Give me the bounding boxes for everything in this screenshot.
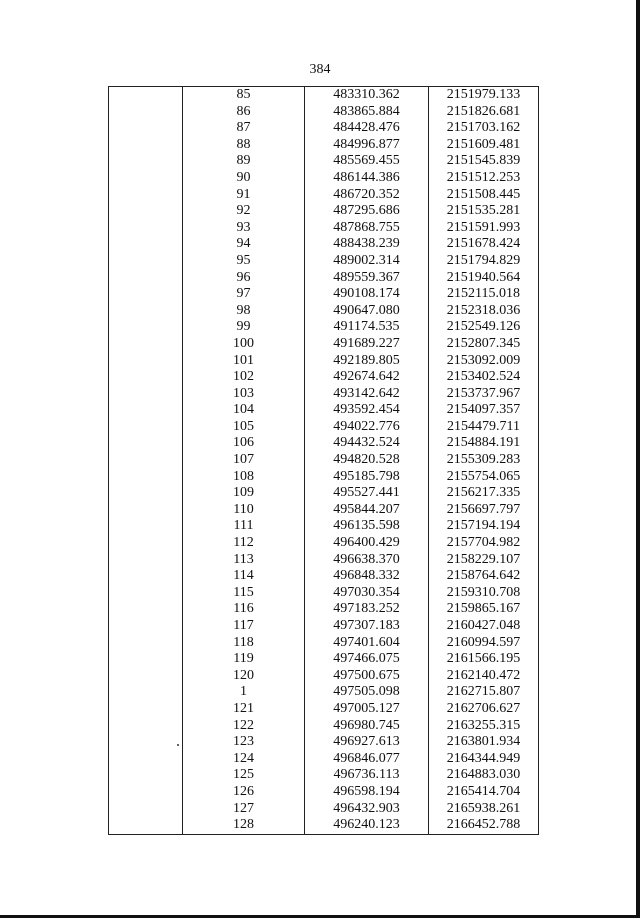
- point-number-cell: 100: [183, 336, 305, 353]
- table-row: [109, 734, 539, 751]
- empty-cell: [109, 120, 183, 137]
- empty-cell: [109, 236, 183, 253]
- y-coordinate-cell: 2151545.839: [429, 153, 539, 170]
- table-row: [109, 253, 539, 270]
- table-row: [109, 684, 539, 701]
- point-number-cell: 104: [183, 402, 305, 419]
- y-coordinate-cell: 2151609.481: [429, 137, 539, 154]
- point-number-cell: 127: [183, 801, 305, 818]
- x-coordinate-cell: 497005.127: [305, 701, 429, 718]
- table-row: [109, 784, 539, 801]
- empty-cell: [109, 170, 183, 187]
- point-number-cell: 124: [183, 751, 305, 768]
- x-coordinate-cell: 496638.370: [305, 552, 429, 569]
- x-coordinate-cell: 491174.535: [305, 319, 429, 336]
- table-row: [109, 104, 539, 121]
- table-row: [109, 402, 539, 419]
- y-coordinate-cell: 2158764.642: [429, 568, 539, 585]
- empty-cell: [109, 568, 183, 585]
- coordinates-table-container: [108, 86, 538, 835]
- empty-cell: [109, 635, 183, 652]
- empty-cell: [109, 153, 183, 170]
- y-coordinate-cell: 2154884.191: [429, 435, 539, 452]
- empty-cell: [109, 751, 183, 768]
- table-row: [109, 601, 539, 618]
- table-row: [109, 236, 539, 253]
- table-row: [109, 635, 539, 652]
- empty-cell: [109, 319, 183, 336]
- point-number-cell: 109: [183, 485, 305, 502]
- y-coordinate-cell: 2151940.564: [429, 270, 539, 287]
- table-row: [109, 319, 539, 336]
- point-number-cell: 106: [183, 435, 305, 452]
- y-coordinate-cell: 2154097.357: [429, 402, 539, 419]
- point-number-cell: 112: [183, 535, 305, 552]
- x-coordinate-cell: 488438.239: [305, 236, 429, 253]
- y-coordinate-cell: 2164883.030: [429, 767, 539, 784]
- table-row: [109, 153, 539, 170]
- x-coordinate-cell: 497307.183: [305, 618, 429, 635]
- x-coordinate-cell: 495844.207: [305, 502, 429, 519]
- x-coordinate-cell: 483310.362: [305, 87, 429, 104]
- empty-cell: [109, 601, 183, 618]
- point-number-cell: 99: [183, 319, 305, 336]
- y-coordinate-cell: 2159310.708: [429, 585, 539, 602]
- empty-cell: [109, 651, 183, 668]
- empty-cell: [109, 203, 183, 220]
- table-row: [109, 552, 539, 569]
- x-coordinate-cell: 484428.476: [305, 120, 429, 137]
- table-row: [109, 751, 539, 768]
- empty-cell: [109, 270, 183, 287]
- empty-cell: [109, 552, 183, 569]
- point-number-cell: 101: [183, 353, 305, 370]
- x-coordinate-cell: 484996.877: [305, 137, 429, 154]
- x-coordinate-cell: 496980.745: [305, 718, 429, 735]
- coordinates-table: [108, 86, 539, 835]
- table-row: [109, 170, 539, 187]
- empty-cell: [109, 353, 183, 370]
- y-coordinate-cell: 2158229.107: [429, 552, 539, 569]
- y-coordinate-cell: 2162715.807: [429, 684, 539, 701]
- point-number-cell: 91: [183, 187, 305, 204]
- table-row: [109, 187, 539, 204]
- y-coordinate-cell: 2153092.009: [429, 353, 539, 370]
- empty-cell: [109, 518, 183, 535]
- y-coordinate-cell: 2156217.335: [429, 485, 539, 502]
- table-row: [109, 651, 539, 668]
- x-coordinate-cell: 497401.604: [305, 635, 429, 652]
- point-number-cell: 93: [183, 220, 305, 237]
- y-coordinate-cell: 2163255.315: [429, 718, 539, 735]
- point-number-cell: 126: [183, 784, 305, 801]
- y-coordinate-cell: 2151678.424: [429, 236, 539, 253]
- x-coordinate-cell: 496400.429: [305, 535, 429, 552]
- empty-cell: [109, 253, 183, 270]
- x-coordinate-cell: 496736.113: [305, 767, 429, 784]
- x-coordinate-cell: 497500.675: [305, 668, 429, 685]
- table-row: [109, 87, 539, 104]
- x-coordinate-cell: 487295.686: [305, 203, 429, 220]
- empty-cell: [109, 734, 183, 751]
- y-coordinate-cell: 2160994.597: [429, 635, 539, 652]
- empty-cell: [109, 452, 183, 469]
- empty-cell: [109, 718, 183, 735]
- y-coordinate-cell: 2152549.126: [429, 319, 539, 336]
- x-coordinate-cell: 493142.642: [305, 386, 429, 403]
- point-number-cell: 123: [183, 734, 305, 751]
- x-coordinate-cell: 496240.123: [305, 817, 429, 834]
- empty-cell: [109, 684, 183, 701]
- y-coordinate-cell: 2157194.194: [429, 518, 539, 535]
- point-number-cell: 117: [183, 618, 305, 635]
- x-coordinate-cell: 489002.314: [305, 253, 429, 270]
- empty-cell: [109, 485, 183, 502]
- empty-cell: [109, 535, 183, 552]
- point-number-cell: 111: [183, 518, 305, 535]
- y-coordinate-cell: 2151535.281: [429, 203, 539, 220]
- y-coordinate-cell: 2162706.627: [429, 701, 539, 718]
- point-number-cell: 122: [183, 718, 305, 735]
- point-number-cell: 87: [183, 120, 305, 137]
- y-coordinate-cell: 2164344.949: [429, 751, 539, 768]
- table-row: [109, 286, 539, 303]
- table-row: [109, 220, 539, 237]
- x-coordinate-cell: 496846.077: [305, 751, 429, 768]
- y-coordinate-cell: 2155754.065: [429, 469, 539, 486]
- x-coordinate-cell: 497505.098: [305, 684, 429, 701]
- y-coordinate-cell: 2152807.345: [429, 336, 539, 353]
- y-coordinate-cell: 2151979.133: [429, 87, 539, 104]
- empty-cell: [109, 469, 183, 486]
- empty-cell: [109, 286, 183, 303]
- x-coordinate-cell: 497030.354: [305, 585, 429, 602]
- x-coordinate-cell: 490108.174: [305, 286, 429, 303]
- empty-cell: [109, 668, 183, 685]
- point-number-cell: 116: [183, 601, 305, 618]
- empty-cell: [109, 87, 183, 104]
- table-row: [109, 120, 539, 137]
- table-row: [109, 386, 539, 403]
- x-coordinate-cell: 497466.075: [305, 651, 429, 668]
- table-row: [109, 701, 539, 718]
- empty-cell: [109, 701, 183, 718]
- y-coordinate-cell: 2151794.829: [429, 253, 539, 270]
- y-coordinate-cell: 2153737.967: [429, 386, 539, 403]
- point-number-cell: 113: [183, 552, 305, 569]
- x-coordinate-cell: 490647.080: [305, 303, 429, 320]
- table-row: [109, 336, 539, 353]
- empty-cell: [109, 585, 183, 602]
- x-coordinate-cell: 496135.598: [305, 518, 429, 535]
- point-number-cell: 102: [183, 369, 305, 386]
- point-number-cell: 95: [183, 253, 305, 270]
- empty-cell: [109, 137, 183, 154]
- empty-cell: [109, 369, 183, 386]
- y-coordinate-cell: 2155309.283: [429, 452, 539, 469]
- x-coordinate-cell: 495185.798: [305, 469, 429, 486]
- x-coordinate-cell: 494820.528: [305, 452, 429, 469]
- point-number-cell: 120: [183, 668, 305, 685]
- point-number-cell: 114: [183, 568, 305, 585]
- x-coordinate-cell: 496927.613: [305, 734, 429, 751]
- table-row: [109, 203, 539, 220]
- x-coordinate-cell: 496598.194: [305, 784, 429, 801]
- table-row: [109, 518, 539, 535]
- y-coordinate-cell: 2162140.472: [429, 668, 539, 685]
- x-coordinate-cell: 492674.642: [305, 369, 429, 386]
- point-number-cell: 90: [183, 170, 305, 187]
- point-number-cell: 86: [183, 104, 305, 121]
- point-number-cell: 94: [183, 236, 305, 253]
- y-coordinate-cell: 2151591.993: [429, 220, 539, 237]
- empty-cell: [109, 220, 183, 237]
- empty-cell: [109, 336, 183, 353]
- point-number-cell: 88: [183, 137, 305, 154]
- point-number-cell: 125: [183, 767, 305, 784]
- table-row: [109, 668, 539, 685]
- point-number-cell: 107: [183, 452, 305, 469]
- x-coordinate-cell: 496848.332: [305, 568, 429, 585]
- table-row: [109, 568, 539, 585]
- x-coordinate-cell: 495527.441: [305, 485, 429, 502]
- table-row: [109, 535, 539, 552]
- y-coordinate-cell: 2166452.788: [429, 817, 539, 834]
- empty-cell: [109, 386, 183, 403]
- empty-cell: [109, 303, 183, 320]
- y-coordinate-cell: 2165938.261: [429, 801, 539, 818]
- y-coordinate-cell: 2151703.162: [429, 120, 539, 137]
- x-coordinate-cell: 489559.367: [305, 270, 429, 287]
- table-row: [109, 452, 539, 469]
- empty-cell: [109, 502, 183, 519]
- table-row: [109, 718, 539, 735]
- y-coordinate-cell: 2159865.167: [429, 601, 539, 618]
- point-number-cell: 115: [183, 585, 305, 602]
- y-coordinate-cell: 2154479.711: [429, 419, 539, 436]
- point-number-cell: 128: [183, 817, 305, 834]
- table-row: [109, 369, 539, 386]
- table-row: [109, 585, 539, 602]
- point-number-cell: 105: [183, 419, 305, 436]
- empty-cell: [109, 817, 183, 834]
- empty-cell: [109, 784, 183, 801]
- y-coordinate-cell: 2152115.018: [429, 286, 539, 303]
- y-coordinate-cell: 2165414.704: [429, 784, 539, 801]
- point-number-cell: 1: [183, 684, 305, 701]
- table-row: [109, 303, 539, 320]
- point-number-cell: 89: [183, 153, 305, 170]
- table-row: [109, 767, 539, 784]
- empty-cell: [109, 618, 183, 635]
- y-coordinate-cell: 2156697.797: [429, 502, 539, 519]
- x-coordinate-cell: 486720.352: [305, 187, 429, 204]
- table-row: [109, 435, 539, 452]
- y-coordinate-cell: 2157704.982: [429, 535, 539, 552]
- x-coordinate-cell: 497183.252: [305, 601, 429, 618]
- point-number-cell: 119: [183, 651, 305, 668]
- point-number-cell: 108: [183, 469, 305, 486]
- x-coordinate-cell: 496432.903: [305, 801, 429, 818]
- x-coordinate-cell: 486144.386: [305, 170, 429, 187]
- point-number-cell: 103: [183, 386, 305, 403]
- empty-cell: [109, 435, 183, 452]
- point-number-cell: 110: [183, 502, 305, 519]
- empty-cell: [109, 104, 183, 121]
- x-coordinate-cell: 494432.524: [305, 435, 429, 452]
- point-number-cell: 96: [183, 270, 305, 287]
- table-row: [109, 618, 539, 635]
- point-number-cell: 118: [183, 635, 305, 652]
- y-coordinate-cell: 2153402.524: [429, 369, 539, 386]
- y-coordinate-cell: 2151826.681: [429, 104, 539, 121]
- table-row: [109, 419, 539, 436]
- y-coordinate-cell: 2161566.195: [429, 651, 539, 668]
- table-row: [109, 137, 539, 154]
- empty-cell: [109, 801, 183, 818]
- x-coordinate-cell: 487868.755: [305, 220, 429, 237]
- page-number: 384: [309, 62, 331, 77]
- point-number-cell: 92: [183, 203, 305, 220]
- x-coordinate-cell: 483865.884: [305, 104, 429, 121]
- table-row: [109, 817, 539, 834]
- y-coordinate-cell: 2163801.934: [429, 734, 539, 751]
- y-coordinate-cell: 2151512.253: [429, 170, 539, 187]
- x-coordinate-cell: 491689.227: [305, 336, 429, 353]
- table-row: [109, 502, 539, 519]
- x-coordinate-cell: 493592.454: [305, 402, 429, 419]
- x-coordinate-cell: 492189.805: [305, 353, 429, 370]
- empty-cell: [109, 187, 183, 204]
- coordinates-table-body: [109, 87, 539, 835]
- empty-cell: [109, 767, 183, 784]
- empty-cell: [109, 402, 183, 419]
- table-row: [109, 469, 539, 486]
- point-number-cell: 121: [183, 701, 305, 718]
- point-number-cell: 85: [183, 87, 305, 104]
- y-coordinate-cell: 2160427.048: [429, 618, 539, 635]
- table-row: [109, 270, 539, 287]
- table-row: [109, 353, 539, 370]
- point-number-cell: 98: [183, 303, 305, 320]
- scan-edge-right: [636, 0, 640, 918]
- y-coordinate-cell: 2152318.036: [429, 303, 539, 320]
- empty-cell: [109, 419, 183, 436]
- table-row: [109, 485, 539, 502]
- point-number-cell: 97: [183, 286, 305, 303]
- scan-speck: [177, 744, 179, 746]
- table-row: [109, 801, 539, 818]
- x-coordinate-cell: 494022.776: [305, 419, 429, 436]
- y-coordinate-cell: 2151508.445: [429, 187, 539, 204]
- x-coordinate-cell: 485569.455: [305, 153, 429, 170]
